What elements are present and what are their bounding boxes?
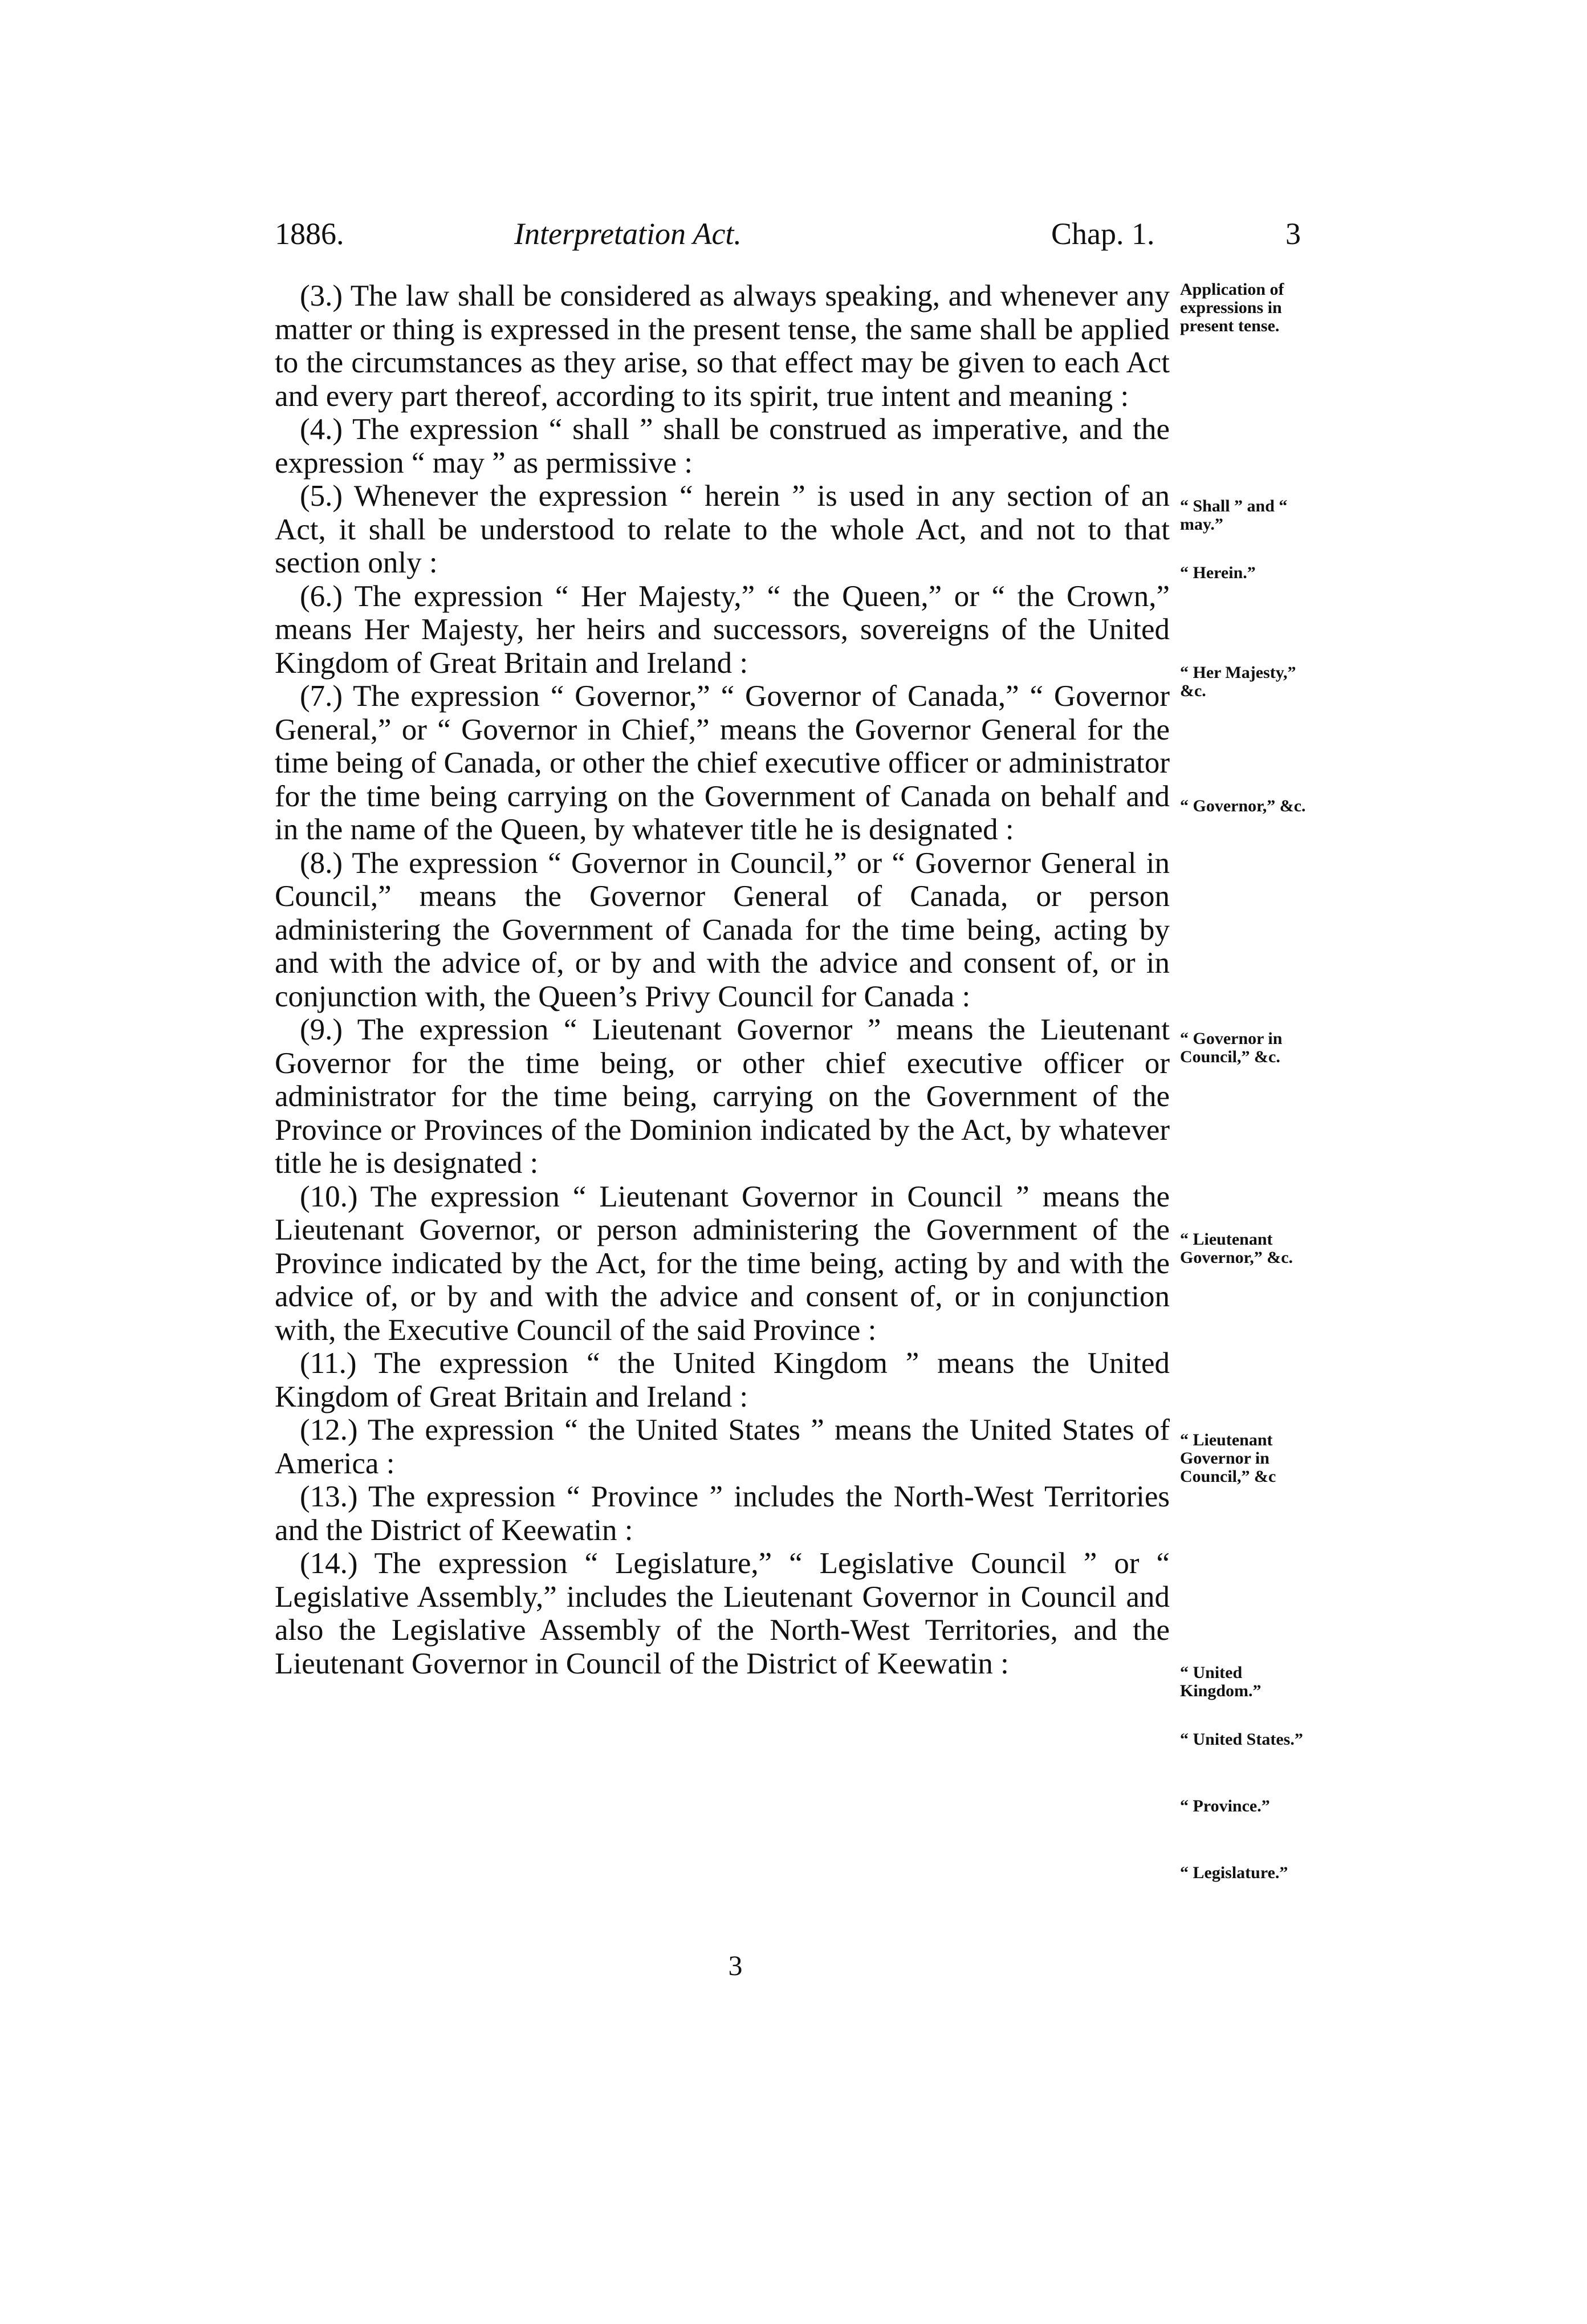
section-4: (4.) The expression “ shall ” shall be construed as imperative, and the expression “ may ” as permissive : — [275, 413, 1170, 480]
section-13: (13.) The expression “ Province ” includes the North-West Territories and the District of Keewatin : — [275, 1480, 1170, 1547]
margin-note-lieutenant-governor-in-council: “ Lieutenant Governor in Council,” &c — [1180, 1431, 1276, 1486]
margin-note-united-kingdom: “ United Kingdom.” — [1180, 1663, 1262, 1700]
margin-note-lieutenant-governor: “ Lieutenant Governor,” &c. — [1180, 1230, 1293, 1267]
section-14: (14.) The expression “ Legislature,” “ Legislative Council ” or “ Legislative Assembly,” includes the Lieutenant Governor in Council and also the Legislative Assembly of the North-West Territories, and the Lieutenant Governor in Council of the District of Keewatin : — [275, 1547, 1170, 1680]
header-year: 1886. — [275, 217, 344, 251]
folio-number: 3 — [728, 1949, 743, 1981]
section-11: (11.) The expression “ the United Kingdom ” means the United Kingdom of Great Britain and Ireland : — [275, 1347, 1170, 1413]
section-6: (6.) The expression “ Her Majesty,” “ the Queen,” or “ the Crown,” means Her Majesty, her heirs and successors, sovereigns of the United Kingdom of Great Britain and Ireland : — [275, 579, 1170, 680]
section-7: (7.) The expression “ Governor,” “ Governor of Canada,” “ Governor General,” or “ Governor in Chief,” means the Governor General for the time being of Canada, or other the chief executive officer or administrator for the time being carrying on the Government of Canada on behalf and in the name of the Queen, by whatever title he is designated : — [275, 680, 1170, 846]
header-page-number: 3 — [1285, 217, 1301, 251]
margin-note-governor-in-council: “ Governor in Council,” &c. — [1180, 1029, 1283, 1066]
section-10: (10.) The expression “ Lieutenant Governor in Council ” means the Lieutenant Governor, or person administering the Government of the Province indicated by the Act, for the time being, acting by and with the advice of, or by and with the advice and consent of, or in conjunction with, the Executive Council of the said Province : — [275, 1180, 1170, 1347]
margin-note-legislature: “ Legislature.” — [1180, 1863, 1288, 1882]
margin-note-province: “ Province.” — [1180, 1797, 1270, 1815]
running-header — [275, 211, 1301, 257]
section-8: (8.) The expression “ Governor in Council,” or “ Governor General in Council,” means the Governor General of Canada, or person administering the Government of Canada for the time being, acting by and with the advice of, or by and with the advice and consent of, or in conjunction with, the Queen’s Privy Council for Canada : — [275, 846, 1170, 1013]
section-5: (5.) Whenever the expression “ herein ” is used in any section of an Act, it shall be understood to relate to the whole Act, and not to that section only : — [275, 480, 1170, 579]
header-title: Interpretation Act. — [514, 217, 742, 251]
margin-note-shall-may: “ Shall ” and “ may.” — [1180, 497, 1288, 534]
margin-note-governor: “ Governor,” &c. — [1180, 797, 1306, 815]
section-12: (12.) The expression “ the United States ” means the United States of America : — [275, 1413, 1170, 1480]
section-3: (3.) The law shall be considered as always speaking, and whenever any matter or thing is expressed in the present tense, the same shall be applied to the circumstances as they arise, so that effect may be given to each Act and every part thereof, according to its spirit, true intent and meaning : — [275, 279, 1170, 413]
margin-note-application: Application of expressions in present tense. — [1180, 280, 1284, 335]
margin-note-her-majesty: “ Her Majesty,” &c. — [1180, 663, 1296, 700]
margin-note-united-states: “ United States.” — [1180, 1730, 1303, 1749]
margin-note-herein: “ Herein.” — [1180, 563, 1256, 582]
section-9: (9.) The expression “ Lieutenant Governor ” means the Lieutenant Governor for the time being, or other chief executive officer or administrator for the time being, carrying on the Government of the Province or Provinces of the Dominion indicated by the Act, by whatever title he is designated : — [275, 1013, 1170, 1180]
header-chapter: Chap. 1. — [1051, 217, 1155, 251]
body-text — [275, 279, 1170, 1680]
